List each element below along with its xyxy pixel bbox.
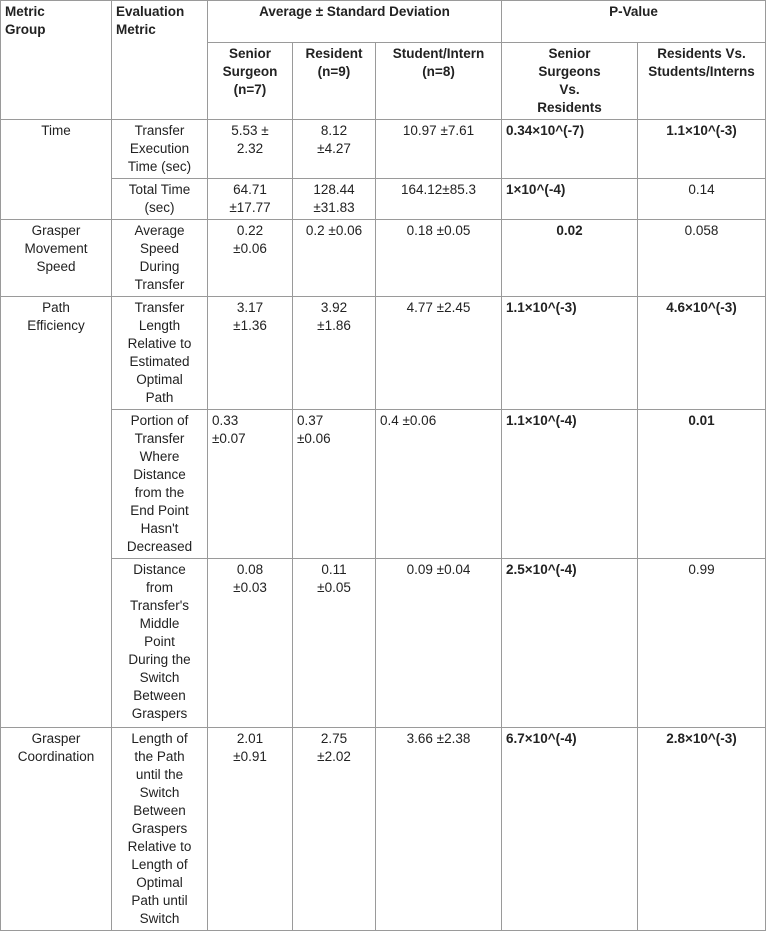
senior-value: 0.33 ±0.07 [208,410,293,559]
resident-value: 0.11 ±0.05 [293,559,376,728]
senior-value: 2.01 ±0.91 [208,728,293,931]
p-senior-vs-residents: 1.1×10^(-4) [502,410,638,559]
metric-cell: Portion of Transfer Where Distance from the End Point Hasn't Decreased [112,410,208,559]
header-p-value: P-Value [502,1,766,43]
p-residents-vs-students: 0.14 [638,179,766,220]
resident-value: 128.44 ±31.83 [293,179,376,220]
metric-cell: Transfer Execution Time (sec) [112,120,208,179]
resident-value: 0.2 ±0.06 [293,220,376,297]
resident-value: 2.75 ±2.02 [293,728,376,931]
senior-value: 5.53 ± 2.32 [208,120,293,179]
header-metric-group: Metric Group [1,1,112,120]
p-residents-vs-students: 1.1×10^(-3) [638,120,766,179]
p-senior-vs-residents: 0.34×10^(-7) [502,120,638,179]
student-value: 0.4 ±0.06 [376,410,502,559]
group-path-efficiency: Path Efficiency [1,297,112,728]
senior-value: 0.22 ±0.06 [208,220,293,297]
table-row [1,559,766,728]
table-row [1,179,766,220]
senior-value: 0.08 ±0.03 [208,559,293,728]
p-senior-vs-residents: 0.02 [502,220,638,297]
senior-value: 64.71 ±17.77 [208,179,293,220]
student-value: 4.77 ±2.45 [376,297,502,410]
p-residents-vs-students: 4.6×10^(-3) [638,297,766,410]
header-evaluation-metric: Evaluation Metric [112,1,208,120]
resident-value: 3.92 ±1.86 [293,297,376,410]
group-time: Time [1,120,112,220]
student-value: 3.66 ±2.38 [376,728,502,931]
metric-cell: Length of the Path until the Switch Between Graspers Relative to Length of Optimal Path until Switch [112,728,208,931]
metric-cell: Transfer Length Relative to Estimated Optimal Path [112,297,208,410]
table-row [1,410,766,559]
student-value: 10.97 ±7.61 [376,120,502,179]
header-senior-vs-residents: Senior Surgeons Vs. Residents [502,43,638,120]
resident-value: 8.12 ±4.27 [293,120,376,179]
table-row [1,728,766,931]
header-senior-surgeon: Senior Surgeon (n=7) [208,43,293,120]
metric-cell: Total Time (sec) [112,179,208,220]
metric-cell: Average Speed During Transfer [112,220,208,297]
p-residents-vs-students: 2.8×10^(-3) [638,728,766,931]
student-value: 0.18 ±0.05 [376,220,502,297]
p-senior-vs-residents: 6.7×10^(-4) [502,728,638,931]
p-senior-vs-residents: 1.1×10^(-3) [502,297,638,410]
group-coordination: Grasper Coordination [1,728,112,931]
group-speed: Grasper Movement Speed [1,220,112,297]
p-senior-vs-residents: 2.5×10^(-4) [502,559,638,728]
student-value: 164.12±85.3 [376,179,502,220]
table-row [1,220,766,297]
p-senior-vs-residents: 1×10^(-4) [502,179,638,220]
student-value: 0.09 ±0.04 [376,559,502,728]
p-residents-vs-students: 0.99 [638,559,766,728]
header-average-sd: Average ± Standard Deviation [208,1,502,43]
header-student-intern: Student/Intern (n=8) [376,43,502,120]
header-resident: Resident (n=9) [293,43,376,120]
p-residents-vs-students: 0.058 [638,220,766,297]
p-residents-vs-students: 0.01 [638,410,766,559]
metric-cell: Distance from Transfer's Middle Point During the Switch Between Graspers [112,559,208,728]
resident-value: 0.37 ±0.06 [293,410,376,559]
senior-value: 3.17 ±1.36 [208,297,293,410]
header-residents-vs-students: Residents Vs. Students/Interns [638,43,766,120]
table-row [1,297,766,410]
table-row [1,120,766,179]
